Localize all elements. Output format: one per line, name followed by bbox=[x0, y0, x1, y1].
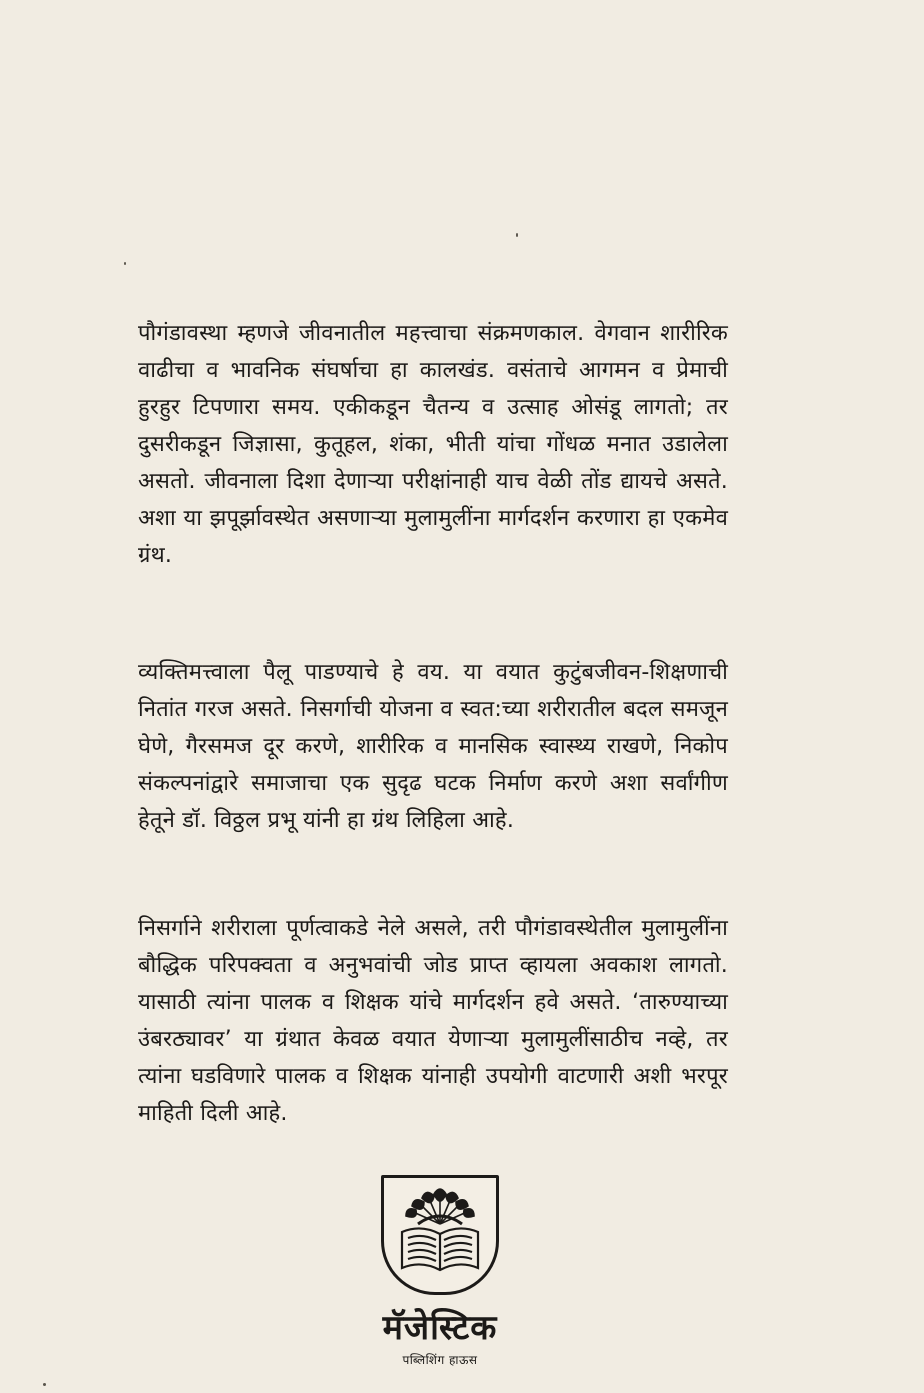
paper-speck bbox=[124, 262, 126, 265]
publisher-logo bbox=[330, 1175, 590, 1385]
book-lotus-emblem-icon bbox=[381, 1175, 499, 1295]
blurb-paragraph-3 bbox=[138, 910, 728, 1132]
paper-speck bbox=[516, 233, 518, 237]
paragraph-text: निसर्गाने शरीराला पूर्णत्वाकडे नेले असले, तरी पौगंडावस्थेतील मुलामुलींना बौद्धिक परिपक्वता व अनुभवांची जोड प्राप्त व्हायला अवकाश लागतो. यासाठी त्यांना पालक व शिक्षक यांचे मार्गदर्शन हवे असते. ‘तारुण्याच्या उंबरठ्यावर’ या ग्रंथात केवळ वयात येणाऱ्या मुलामुलींसाठीच नव्हे, तर त्यांना घडविणारे पालक व शिक्षक यांनाही उपयोगी वाटणारी अशी भरपूर माहिती दिली आहे. bbox=[138, 916, 728, 1126]
publisher-name: मॅजेस्टिक bbox=[382, 1308, 498, 1348]
paragraph-text: पौगंडावस्था म्हणजे जीवनातील महत्त्वाचा संक्रमणकाल. वेगवान शारीरिक वाढीचा व भावनिक संघर्षाचा हा कालखंड. वसंताचे आगमन व प्रेमाची हुरहुर टिपणारा समय. एकीकडून चैतन्य व उत्साह ओसंडू लागतो; तर दुसरीकडून जिज्ञासा, कुतूहल, शंका, भीती यांचा गोंधळ मनात उडालेला असतो. जीवनाला दिशा देणाऱ्या परीक्षांनाही याच वेळी तोंड द्यायचे असते. अशा या झपूर्झावस्थेत असणाऱ्या मुलामुलींना मार्गदर्शन करणारा हा एकमेव ग्रंथ. bbox=[138, 321, 728, 568]
paragraph-text: व्यक्तिमत्त्वाला पैलू पाडण्याचे हे वय. या वयात कुटुंबजीवन-शिक्षणाची नितांत गरज असते. निसर्गाची योजना व स्वत:च्या शरीरातील बदल समजून घेणे, गैरसमज दूर करणे, शारीरिक व मानसिक स्वास्थ्य राखणे, निकोप संकल्पनांद्वारे समाजाचा एक सुदृढ घटक निर्माण करणे अशा सर्वांगीण हेतूने डॉ. विठ्ठल प्रभू यांनी हा ग्रंथ लिहिला आहे. bbox=[138, 660, 728, 833]
publisher-subtitle: पब्लिशिंग हाऊस bbox=[402, 1353, 478, 1367]
blurb-paragraph-2 bbox=[138, 654, 728, 839]
paper-speck bbox=[43, 1383, 46, 1386]
blurb-paragraph-1 bbox=[138, 315, 728, 574]
